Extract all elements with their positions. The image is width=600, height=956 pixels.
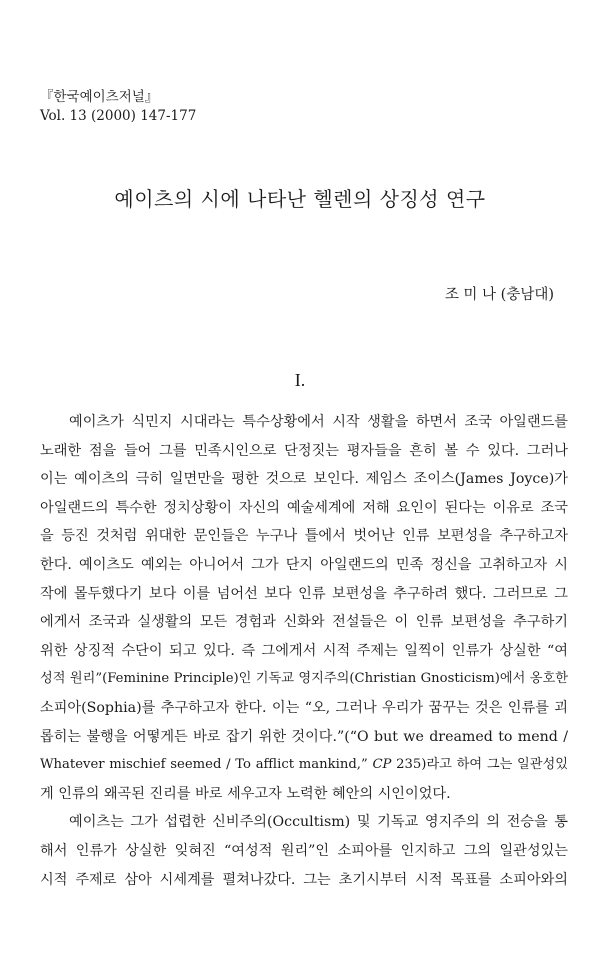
citation-abbrev: CP xyxy=(372,757,392,773)
paragraph-1 xyxy=(40,408,568,808)
quote-segment: 235)라고 하여 그는 일관성있 xyxy=(396,757,568,773)
paragraph-2 xyxy=(40,808,568,894)
author-affiliation: 조 미 나 (충남대) xyxy=(444,287,554,303)
text-line: 아일랜드의 특수한 정치상황이 자신의 예술세계에 저해 요인이 된다는 이유로 조국 xyxy=(40,499,568,516)
text-line: 성적 원리”(Feminine Principle)인 기독교 영지주의(Christian Gnosticism)에서 옹호한 xyxy=(40,671,568,687)
body-text xyxy=(40,408,568,894)
text-line: 게 인류의 왜곡된 진리를 바로 세우고자 노력한 혜안의 시인이었다. xyxy=(40,785,451,802)
text-line: 예이츠가 식민지 시대라는 특수상황에서 시작 생활을 하면서 조국 아일랜드를 xyxy=(69,414,568,430)
journal-header xyxy=(40,88,196,126)
text-line: 예이츠는 그가 섭렵한 신비주의(Occultism) 및 기독교 영지주의 의 전승을 통 xyxy=(69,814,568,831)
text-line: 노래한 점을 들어 그를 민족시인으로 단정짓는 평자들을 흔히 볼 수 있다. 그러나 xyxy=(40,442,568,459)
journal-name: 『한국예이츠저널』 xyxy=(40,89,159,105)
text-line: 위한 상징적 수단이 되고 있다. 즉 그에게서 시적 주제는 일찍이 인류가 상실한 “여 xyxy=(40,642,568,659)
text-line: 한다. 예이츠도 예외는 아니어서 그가 단지 아일랜드의 민족 정신을 고취하고자 시 xyxy=(40,556,568,573)
text-line: 시적 주제로 삼아 시세계를 펼쳐나갔다. 그는 초기시부터 시적 목표를 소피아와의 xyxy=(40,871,568,888)
text-line: 롭히는 불행을 어떻게든 바로 잡기 위한 것이다.”(“O but we dreamed to mend / xyxy=(40,728,568,745)
text-line xyxy=(40,751,568,780)
section-heading: I. xyxy=(294,370,306,390)
text-line: 작에 몰두했다기 보다 이를 넘어선 보다 인류 보편성을 추구하려 했다. 그러므로 그 xyxy=(40,585,568,602)
text-line: 에게서 조국과 실생활의 모든 경험과 신화와 전설들은 이 인류 보편성을 추구하기 xyxy=(40,614,568,631)
paper-title: 예이츠의 시에 나타난 헬렌의 상징성 연구 xyxy=(114,187,486,211)
text-line: 해서 인류가 상실한 잊혀진 “여성적 원리”인 소피아를 인지하고 그의 일관성있는 xyxy=(40,842,568,859)
text-line: 소피아(Sophia)를 추구하고자 한다. 이는 “오, 그러나 우리가 꿈꾸는 것은 인류를 괴 xyxy=(40,699,568,716)
quote-segment: Whatever mischief seemed / To afflict mankind,” xyxy=(40,757,368,773)
volume-info: Vol. 13 (2000) 147-177 xyxy=(40,108,197,124)
text-line: 을 등진 것처럼 위대한 문인들은 누구나 틀에서 벗어난 인류 보편성을 추구하고자 xyxy=(40,528,568,545)
text-line: 이는 예이츠의 극히 일면만을 평한 것으로 보인다. 제임스 조이스(James Joyce)가 xyxy=(40,471,568,488)
